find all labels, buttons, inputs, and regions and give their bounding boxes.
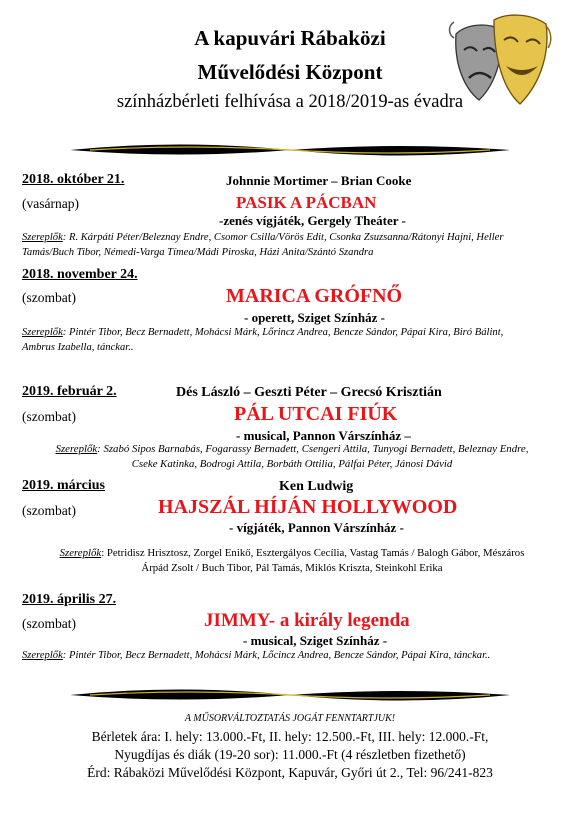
event-5-title: JIMMY- a király legenda (204, 610, 410, 631)
prices-line-2: Nyugdíjas és diák (19-20 sor): 11.000.-Ft (4 részletben fizethető) (114, 747, 466, 762)
event-2-day: (szombat) (22, 290, 76, 305)
cast-line: Árpád Zsolt / Buch Tibor, Pál Tamás, Miklós Kriszta, Steinkohl Erika (141, 562, 443, 574)
cast-line: : Szabó Sipos Barnabás, Fogarassy Bernadett, Csengeri Attila, Tunyogi Bernadett, Beleznay Endre, (97, 443, 529, 455)
cast-line: : Pintér Tibor, Becz Bernadett, Mohácsi Márk, Lőrincz Andrea, Bencze Sándor, Pápai Kira, Biró Bálint, (62, 327, 504, 338)
cast-label: Szereplők (59, 547, 102, 559)
schedule-change-notice: A MŰSORVÁLTOZTATÁS JOGÁT FENNTARTJUK! (184, 713, 396, 724)
event-5-day: (szombat) (22, 616, 76, 631)
event-4-genre: - vígjáték, Pannon Várszínház - (229, 520, 404, 535)
page-title-line-2: Művelődési Központ (197, 60, 383, 84)
event-1-day: (vasárnap) (22, 196, 79, 211)
prices-line-1: Bérletek ára: I. hely: 13.000.-Ft, II. hely: 12.500.-Ft, III. hely: 12.000.-Ft, (91, 729, 489, 744)
cast-line: : Pintér Tibor, Becz Bernadett, Mohácsi Márk, Lőcincz Andrea, Bencze Sándor, Pápai Kira, tánckar.. (62, 650, 491, 661)
ornamental-divider-top (70, 137, 510, 163)
cast-line: Tamás/Buch Tibor, Némedi-Varga Tímea/Mádi Piroska, Házi Anita/Szántó Szandra (22, 247, 374, 258)
cast-label: Szereplők (22, 650, 63, 661)
cast-line: : Petridisz Hrisztosz, Zorgel Enikő, Esztergályos Cecília, Vastag Tamás / Balogh Gábor, Mészáros (101, 547, 525, 559)
event-2-title: MARICA GRÓFNŐ (226, 285, 403, 307)
event-4-cast (22, 546, 562, 576)
comedy-mask-icon (494, 15, 551, 104)
event-3-genre: - musical, Pannon Várszínház – (236, 428, 411, 443)
event-5-genre: - musical, Sziget Színház - (243, 633, 388, 648)
event-2-genre: - operett, Sziget Színház - (244, 310, 385, 325)
event-2-date: 2018. november 24. (22, 267, 138, 282)
cast-label: Szereplők (22, 327, 63, 338)
event-1-genre: -zenés vígjáték, Gergely Theáter - (219, 213, 406, 228)
cast-line: : R. Kárpáti Péter/Beleznay Endre, Csomor Csilla/Vörös Edit, Csonka Zsuzsanna/Rátonyi Hajni, Heller (62, 232, 504, 243)
event-3-authors: Dés László – Geszti Péter – Grecsó Krisztián (176, 385, 442, 400)
event-1-authors: Johnnie Mortimer – Brian Cooke (226, 173, 412, 188)
event-5-cast (22, 648, 562, 663)
cast-line: Cseke Katinka, Bodrogi Attila, Borbáth Ottilia, Pálfai Péter, Jánosi Dávid (131, 458, 453, 470)
event-4-authors: Ken Ludwig (279, 479, 354, 494)
event-1-title: PASIK A PÁCBAN (236, 193, 377, 212)
event-4-title: HAJSZÁL HÍJÁN HOLLYWOOD (158, 496, 458, 518)
ornamental-divider-bottom (70, 682, 510, 708)
event-3-date: 2019. február 2. (22, 384, 117, 399)
page-title-line-1: A kapuvári Rábaközi (194, 26, 386, 50)
cast-label: Szereplők (22, 232, 63, 243)
cast-line: Ambrus Izabella, tánckar.. (22, 342, 134, 353)
event-4-day: (szombat) (22, 503, 76, 518)
cast-label: Szereplők (55, 443, 98, 455)
event-3-day: (szombat) (22, 409, 76, 424)
page-subtitle: színházbérleti felhívása a 2018/2019-as évadra (116, 92, 464, 112)
event-2-cast (22, 325, 562, 355)
event-3-title: PÁL UTCAI FIÚK (234, 403, 398, 425)
contact-info: Érd: Rábaközi Művelődési Központ, Kapuvár, Győri út 2., Tel: 96/241-823 (87, 765, 493, 780)
event-3-cast (22, 442, 562, 472)
event-1-date: 2018. október 21. (22, 172, 125, 187)
theatre-masks-icon (446, 8, 552, 116)
event-4-date: 2019. március (22, 478, 105, 493)
event-1-cast (22, 230, 562, 260)
event-5-date: 2019. április 27. (22, 592, 117, 607)
